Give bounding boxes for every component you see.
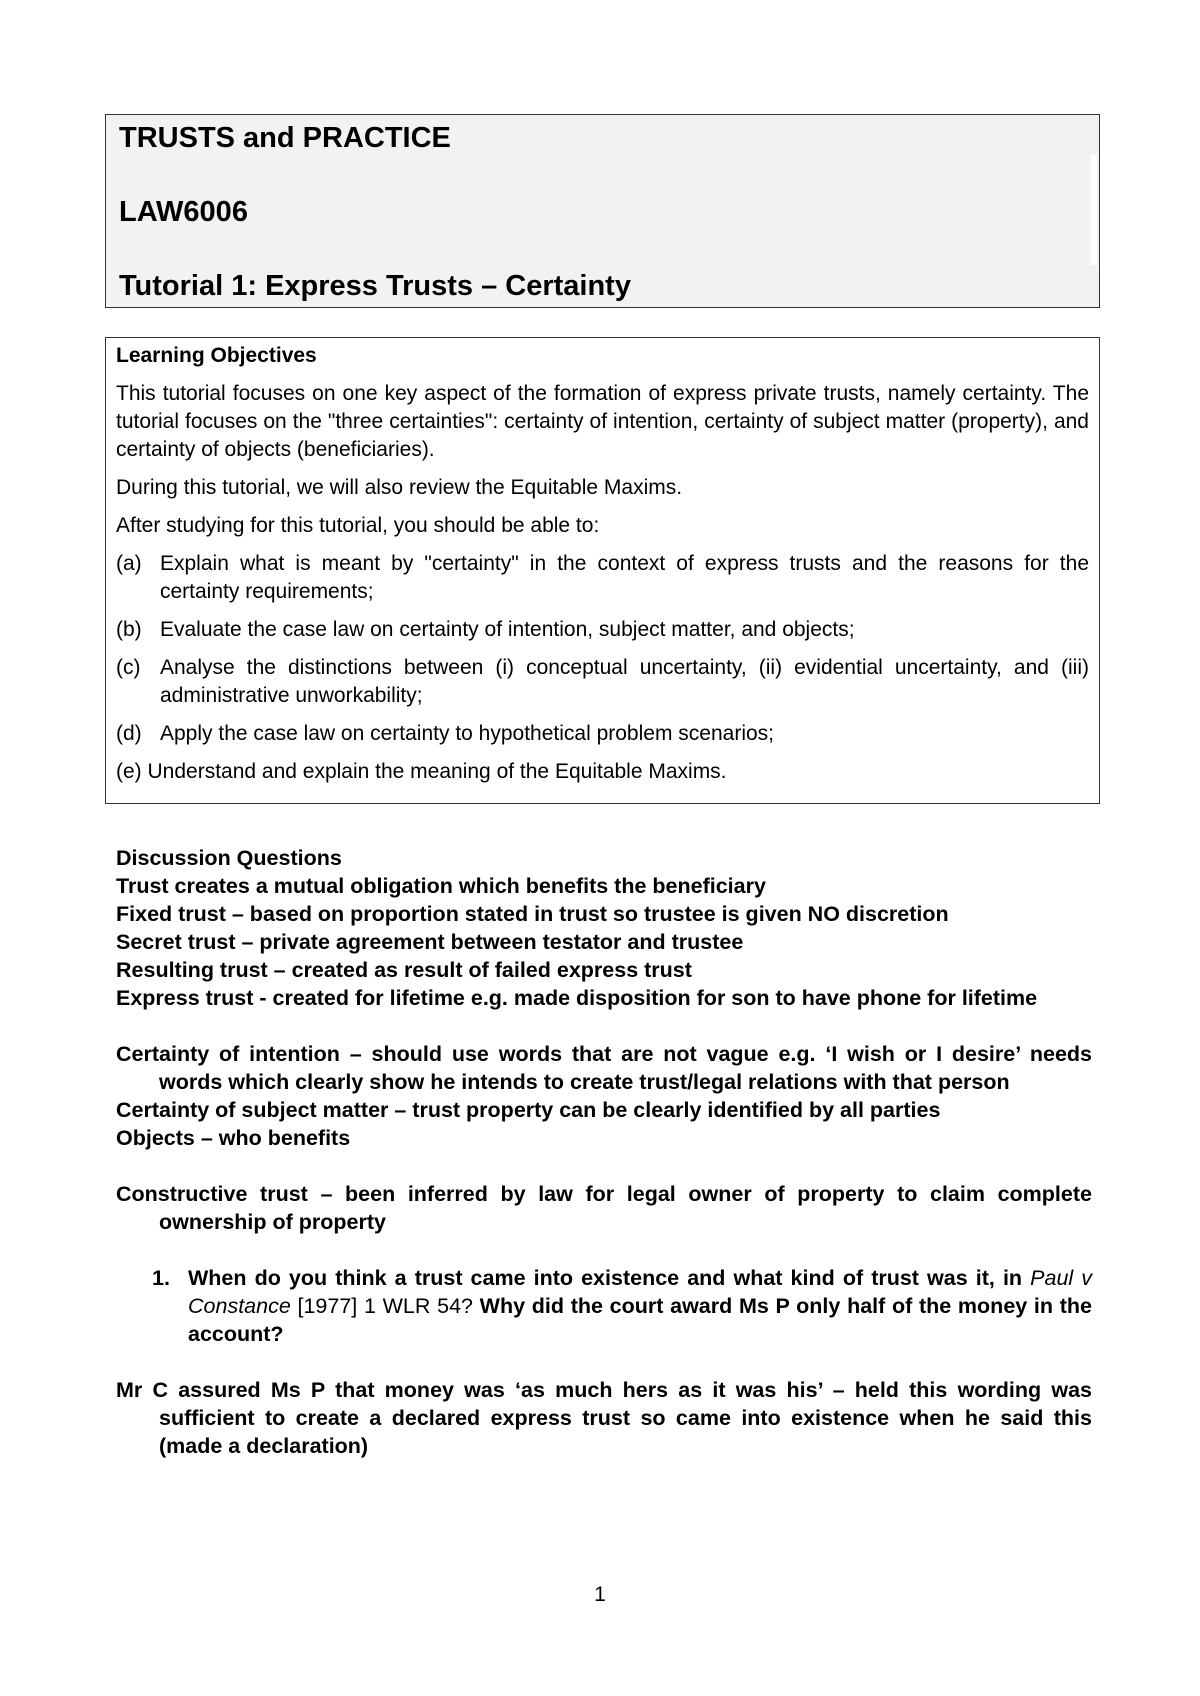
answer-note: Mr C assured Ms P that money was ‘as much hers as it was his’ – held this wording was sufficient to create a declared express trust so came into existence when he said this (made a declaration) (116, 1378, 1092, 1458)
discussion-heading: Discussion Questions (116, 846, 342, 870)
objective-item: (b) Evaluate the case law on certainty of intention, subject matter, and objects; (116, 618, 855, 641)
case-citation: [1977] 1 WLR 54? (290, 1294, 473, 1318)
case-name: Paul v Constance (188, 1266, 1092, 1318)
note-line: Fixed trust – based on proportion stated in trust so trustee is given NO discretion (116, 902, 949, 926)
objectives-intro: This tutorial focuses on one key aspect of the formation of express private trusts, namely certainty. The tutorial focuses on the "three certainties": certainty of intention, certainty of subject matter (property), and certainty of objects (beneficiaries). (116, 382, 1089, 461)
course-title: TRUSTS and PRACTICE (119, 122, 451, 154)
objectives-lead: After studying for this tutorial, you should be able to: (116, 514, 600, 537)
learning-objectives-title: Learning Objectives (116, 344, 317, 367)
question-1: 1. When do you think a trust came into existence and what kind of trust was it, in Paul v Constance [1977] 1 WLR 54? Why did the court award Ms P only half of the money in the account? (152, 1266, 1092, 1346)
note-line: Constructive trust – been inferred by law for legal owner of property to claim complete ownership of property (116, 1182, 1092, 1234)
note-line: Certainty of intention – should use words that are not vague e.g. ‘I wish or I desire’ needs words which clearly show he intends to create trust/legal relations with that person (116, 1042, 1092, 1094)
page-number: 1 (594, 1583, 606, 1606)
note-line: Secret trust – private agreement between testator and trustee (116, 930, 744, 954)
objective-item: (c) Analyse the distinctions between (i) conceptual uncertainty, (ii) evidential uncertainty, and (iii) administrative unworkability; (116, 656, 1089, 707)
objectives-maxims: During this tutorial, we will also review the Equitable Maxims. (116, 476, 683, 499)
discussion-section (116, 844, 1092, 1460)
note-line: Objects – who benefits (116, 1126, 351, 1150)
learning-objectives-box (105, 337, 1100, 804)
note-line: Certainty of subject matter – trust property can be clearly identified by all parties (116, 1098, 941, 1122)
note-line: Resulting trust – created as result of failed express trust (116, 958, 692, 982)
header-box (105, 114, 1100, 308)
objective-item: (e) Understand and explain the meaning of the Equitable Maxims. (116, 760, 727, 783)
course-code: LAW6006 (119, 196, 248, 228)
tutorial-title: Tutorial 1: Express Trusts – Certainty (119, 270, 631, 302)
note-line: Express trust - created for lifetime e.g. made disposition for son to have phone for lifetime (116, 986, 1038, 1010)
objective-item: (a) Explain what is meant by "certainty" in the context of express trusts and the reasons for the certainty requirements; (116, 552, 1089, 603)
objective-item: (d) Apply the case law on certainty to hypothetical problem scenarios; (116, 722, 774, 745)
question-number: 1. (152, 1266, 170, 1290)
note-line: Trust creates a mutual obligation which benefits the beneficiary (116, 874, 766, 898)
